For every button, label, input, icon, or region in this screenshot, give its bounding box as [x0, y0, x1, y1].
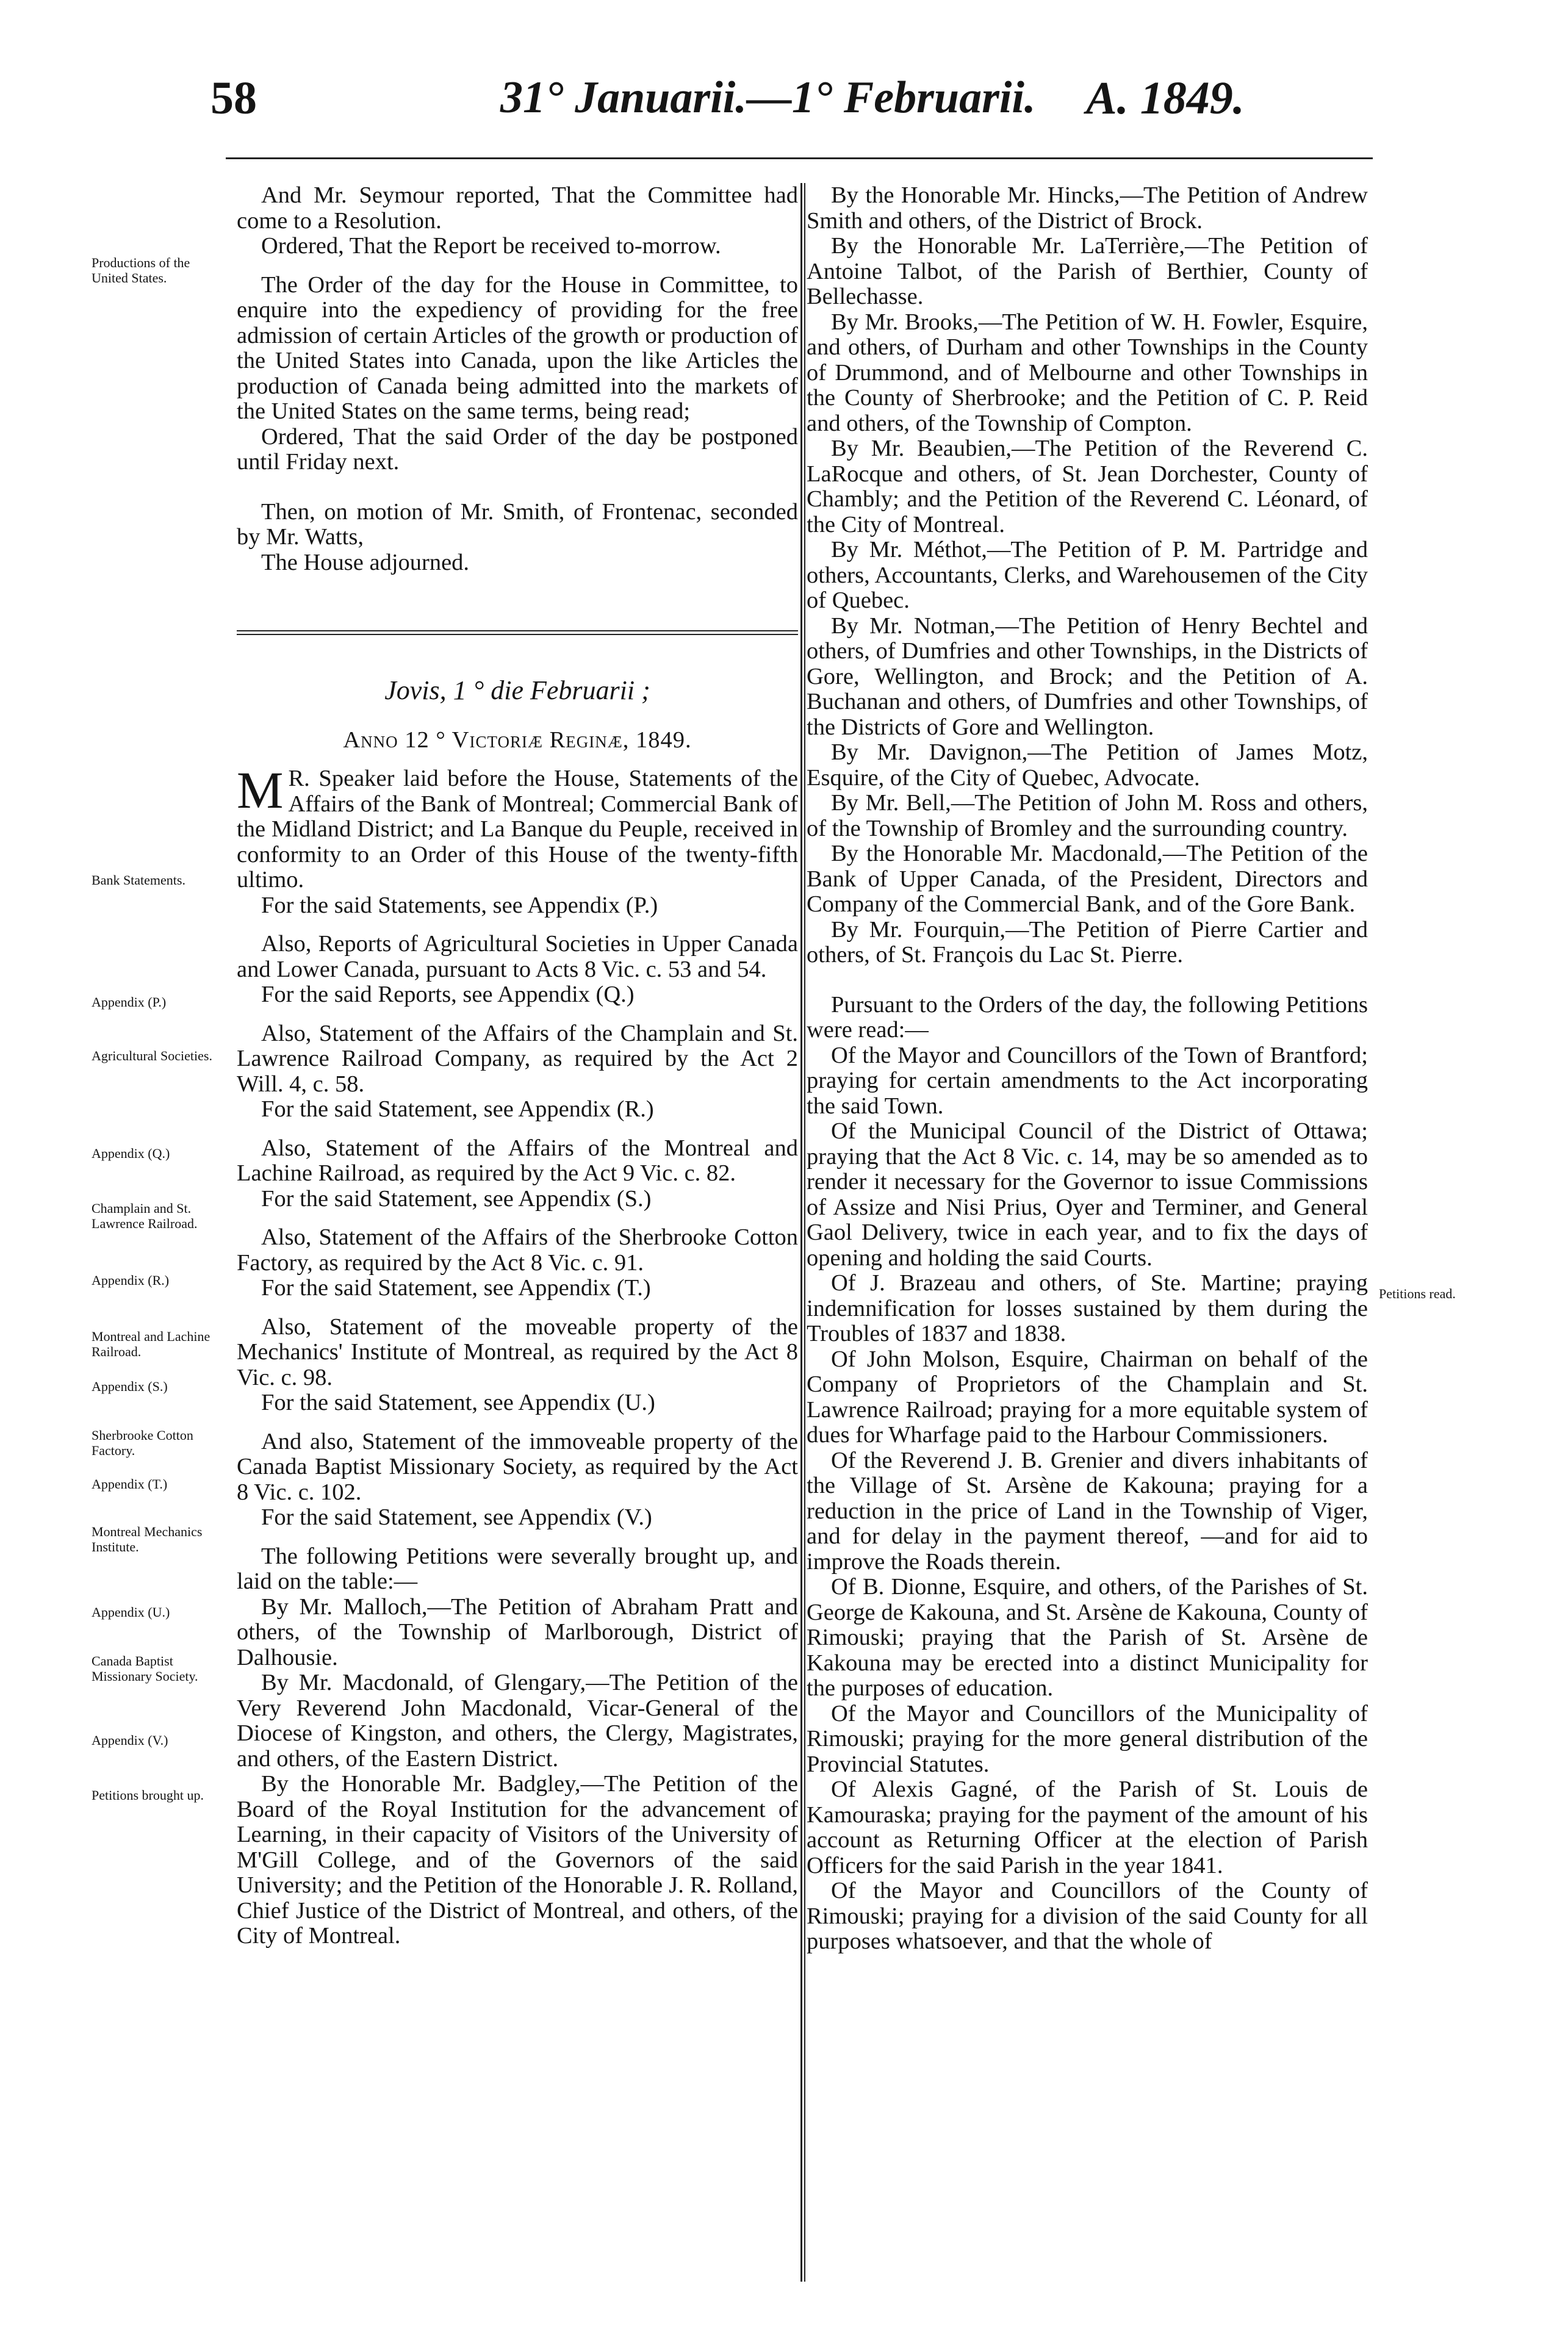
- paragraph: By the Honorable Mr. Macdonald,—The Petition of the Bank of Upper Canada, of the President, Directors and Company of the Commercial Bank, and of the Gore Bank.: [807, 841, 1368, 917]
- paragraph: The Order of the day for the House in Committee, to enquire into the expediency of providing for the free admission of certain Articles of the growth or production of the United States into Canada, upon the like Articles the production of Canada being admitted into the markets of the United States on the same terms, being read;: [237, 271, 798, 424]
- margin-note: Appendix (V.): [92, 1733, 168, 1748]
- column-divider-second: [804, 183, 805, 2282]
- paragraph: By the Honorable Mr. LaTerrière,—The Petition of Antoine Talbot, of the Parish of Berthier, County of Bellechasse.: [807, 233, 1368, 309]
- margin-note: Montreal Mechanics Institute.: [92, 1524, 203, 1554]
- margin-note: Appendix (U.): [92, 1604, 170, 1620]
- paragraph: Pursuant to the Orders of the day, the following Petitions were read:—: [807, 991, 1368, 1043]
- paragraph: By Mr. Malloch,—The Petition of Abraham Pratt and others, of the Township of Marlborough, District of Dalhousie.: [237, 1593, 798, 1670]
- paragraph: By Mr. Bell,—The Petition of John M. Ross and others, of the Township of Bromley and the surrounding country.: [807, 790, 1368, 841]
- margin-note: Appendix (S.): [92, 1379, 168, 1394]
- paragraph: Of the Mayor and Councillors of the Town of Brantford; praying for certain amendments to the Act incorporating the said Town.: [807, 1042, 1368, 1119]
- paragraph: By Mr. Beaubien,—The Petition of the Reverend C. LaRocque and others, of St. Jean Dorchester, County of Chambly; and the Petition of the Reverend C. Léonard, of the City of Montreal.: [807, 436, 1368, 537]
- margin-note: Petitions brought up.: [92, 1787, 204, 1803]
- right-margin-note: Petitions read.: [1379, 1286, 1456, 1301]
- paragraph: Of Alexis Gagné, of the Parish of St. Louis de Kamouraska; praying for the payment of the amount of his account as Returning Officer at the election of Parish Officers for the said Parish in the year 1841.: [807, 1777, 1368, 1878]
- paragraph: For the said Statement, see Appendix (S.): [261, 1185, 652, 1212]
- paragraph: By Mr. Davignon,—The Petition of James Motz, Esquire, of the City of Quebec, Advocate.: [807, 739, 1368, 791]
- paragraph: By Mr. Macdonald, of Glengary,—The Petition of the Very Reverend John Macdonald, Vicar-General of the Diocese of Kingston, and others, the Clergy, Magistrates, and others, of the Eastern District.: [237, 1670, 798, 1772]
- paragraph: By Mr. Méthot,—The Petition of P. M. Partridge and others, Accountants, Clerks, and Warehousemen of the City of Quebec.: [807, 537, 1368, 613]
- right-column: [807, 183, 1368, 1955]
- page-header: [201, 72, 1373, 145]
- paragraph: Ordered, That the said Order of the day be postponed until Friday next.: [237, 423, 798, 475]
- margin-note: Sherbrooke Cotton Factory.: [92, 1428, 193, 1458]
- paragraph: By the Honorable Mr. Badgley,—The Petition of the Board of the Royal Institution for the advancement of Learning, in their capacity of Visitors of the University of M'Gill College, and of the Governors of the said University; and the Petition of the Honorable J. R. Rolland, Chief Justice of the District of Montreal, and others, of the City of Montreal.: [237, 1771, 798, 1949]
- paragraph: Also, Statement of the Affairs of the Montreal and Lachine Railroad, as required by the Act 9 Vic. c. 82.: [237, 1135, 798, 1186]
- paragraph: Also, Reports of Agricultural Societies in Upper Canada and Lower Canada, pursuant to Acts 8 Vic. c. 53 and 54.: [237, 931, 798, 982]
- page-number: 58: [210, 73, 257, 124]
- paragraph: By Mr. Brooks,—The Petition of W. H. Fowler, Esquire, and others, of Durham and other Townships in the County of Drummond, and of Melbourne and other Townships in the County of Sherbrooke; and the Petition of C. P. Reid and others, of the Township of Compton.: [807, 309, 1368, 436]
- paragraph: Also, Statement of the Affairs of the Sherbrooke Cotton Factory, as required by the Act 8 Vic. c. 91.: [237, 1224, 798, 1276]
- paragraph: Of the Mayor and Councillors of the County of Rimouski; praying for a division of the said County for all purposes whatsoever, and that the whole of: [807, 1878, 1368, 1954]
- paragraph: Of John Molson, Esquire, Chairman on behalf of the Company of Proprietors of the Champlain and St. Lawrence Railroad; praying for a more equitable system of dues for Wharfage paid to the Harbour Commissioners.: [807, 1346, 1368, 1448]
- paragraph: By the Honorable Mr. Hincks,—The Petition of Andrew Smith and others, of the District of Brock.: [807, 182, 1368, 234]
- section-rule: [237, 630, 798, 635]
- margin-note: Appendix (R.): [92, 1273, 170, 1288]
- margin-note: Bank Statements.: [92, 872, 185, 888]
- paragraph: Of the Mayor and Councillors of the Municipality of Rimouski; praying for the more general distribution of the Provincial Statutes.: [807, 1700, 1368, 1777]
- paragraph: By Mr. Fourquin,—The Petition of Pierre Cartier and others, of St. François du Lac St. Pierre.: [807, 916, 1368, 968]
- page-year: A. 1849.: [1086, 73, 1245, 124]
- column-divider: [800, 183, 802, 2282]
- paragraph: Also, Statement of the Affairs of the Champlain and St. Lawrence Railroad Company, as required by the Act 2 Will. 4, c. 58.: [237, 1020, 798, 1097]
- paragraph: For the said Reports, see Appendix (Q.): [261, 982, 635, 1007]
- margin-note: Appendix (T.): [92, 1476, 168, 1492]
- page-date-title: 31° Januarii.—1° Februarii.: [500, 73, 1036, 123]
- header-rule: [226, 157, 1373, 159]
- paragraph: Of the Municipal Council of the District of Ottawa; praying that the Act 8 Vic. c. 14, may be so amended as to render it necessary for the Governor to issue Commissions of Assize and Nisi Prius, Oyer and Terminer, and General Gaol Delivery, twice in each year, and to fix the days of opening and holding the said Courts.: [807, 1118, 1368, 1271]
- paragraph: The House adjourned.: [261, 549, 470, 575]
- margin-note: Canada Baptist Missionary Society.: [92, 1653, 198, 1684]
- paragraph: Ordered, That the Report be received to-morrow.: [261, 233, 721, 259]
- paragraph: The following Petitions were severally brought up, and laid on the table:—: [237, 1543, 798, 1594]
- paragraph: [237, 761, 798, 893]
- paragraph: For the said Statement, see Appendix (T.): [261, 1275, 651, 1301]
- paragraph: And also, Statement of the immoveable property of the Canada Baptist Missionary Society, as required by the Act 8 Vic. c. 102.: [237, 1428, 798, 1505]
- paragraph: By Mr. Notman,—The Petition of Henry Bechtel and others, of Dumfries and other Townships, in the Districts of Gore, Wellington, and Brock; and the Petition of A. Buchanan and others, of Dumfries and other Townships, of the Districts of Gore and Wellington.: [807, 613, 1368, 740]
- paragraph: For the said Statement, see Appendix (R.): [261, 1096, 654, 1122]
- paragraph: And Mr. Seymour reported, That the Committee had come to a Resolution.: [237, 182, 798, 234]
- paragraph: Also, Statement of the moveable property of the Mechanics' Institute of Montreal, as required by the Act 8 Vic. c. 98.: [237, 1313, 798, 1390]
- margin-note: Montreal and Lachine Railroad.: [92, 1329, 210, 1359]
- paragraph: Of J. Brazeau and others, of Ste. Martine; praying indemnification for losses sustained by them during the Troubles of 1837 and 1838.: [807, 1270, 1368, 1346]
- paragraph: Of the Reverend J. B. Grenier and divers inhabitants of the Village of St. Arsène de Kakouna; praying for a reduction in the price of Land in the Township of Viger, and for delay in the payment thereof, —and for aid to improve the Roads therein.: [807, 1447, 1368, 1575]
- session-heading: Anno 12 ° Victoriæ Reginæ, 1849.: [343, 727, 692, 753]
- drop-cap: M: [237, 761, 284, 819]
- paragraph-text: R. Speaker laid before the House, Statements of the Affairs of the Bank of Montreal; Commercial Bank of the Midland District; and La Banque du Peuple, received in conformity to an Order of this House of the twenty-fifth ultimo.: [237, 766, 798, 893]
- margin-note: Appendix (Q.): [92, 1146, 170, 1161]
- day-heading: Jovis, 1 ° die Februarii ;: [384, 675, 650, 705]
- margin-note: Agricultural Societies.: [92, 1048, 212, 1063]
- margin-note: Productions of the United States.: [92, 255, 190, 286]
- paragraph: Then, on motion of Mr. Smith, of Frontenac, seconded by Mr. Watts,: [237, 498, 798, 550]
- paragraph: For the said Statement, see Appendix (V.): [261, 1504, 652, 1530]
- paragraph: Of B. Dionne, Esquire, and others, of the Parishes of St. George de Kakouna, and St. Arsène de Kakouna, County of Rimouski; praying that the Parish of St. Arsène de Kakouna may be erected into a distinct Municipality for the purposes of education.: [807, 1574, 1368, 1701]
- margin-note: Champlain and St. Lawrence Railroad.: [92, 1201, 198, 1231]
- paragraph: For the said Statement, see Appendix (U.): [261, 1390, 655, 1415]
- left-column: [237, 183, 798, 1949]
- paragraph: For the said Statements, see Appendix (P.): [261, 892, 658, 918]
- margin-note: Appendix (P.): [92, 994, 167, 1010]
